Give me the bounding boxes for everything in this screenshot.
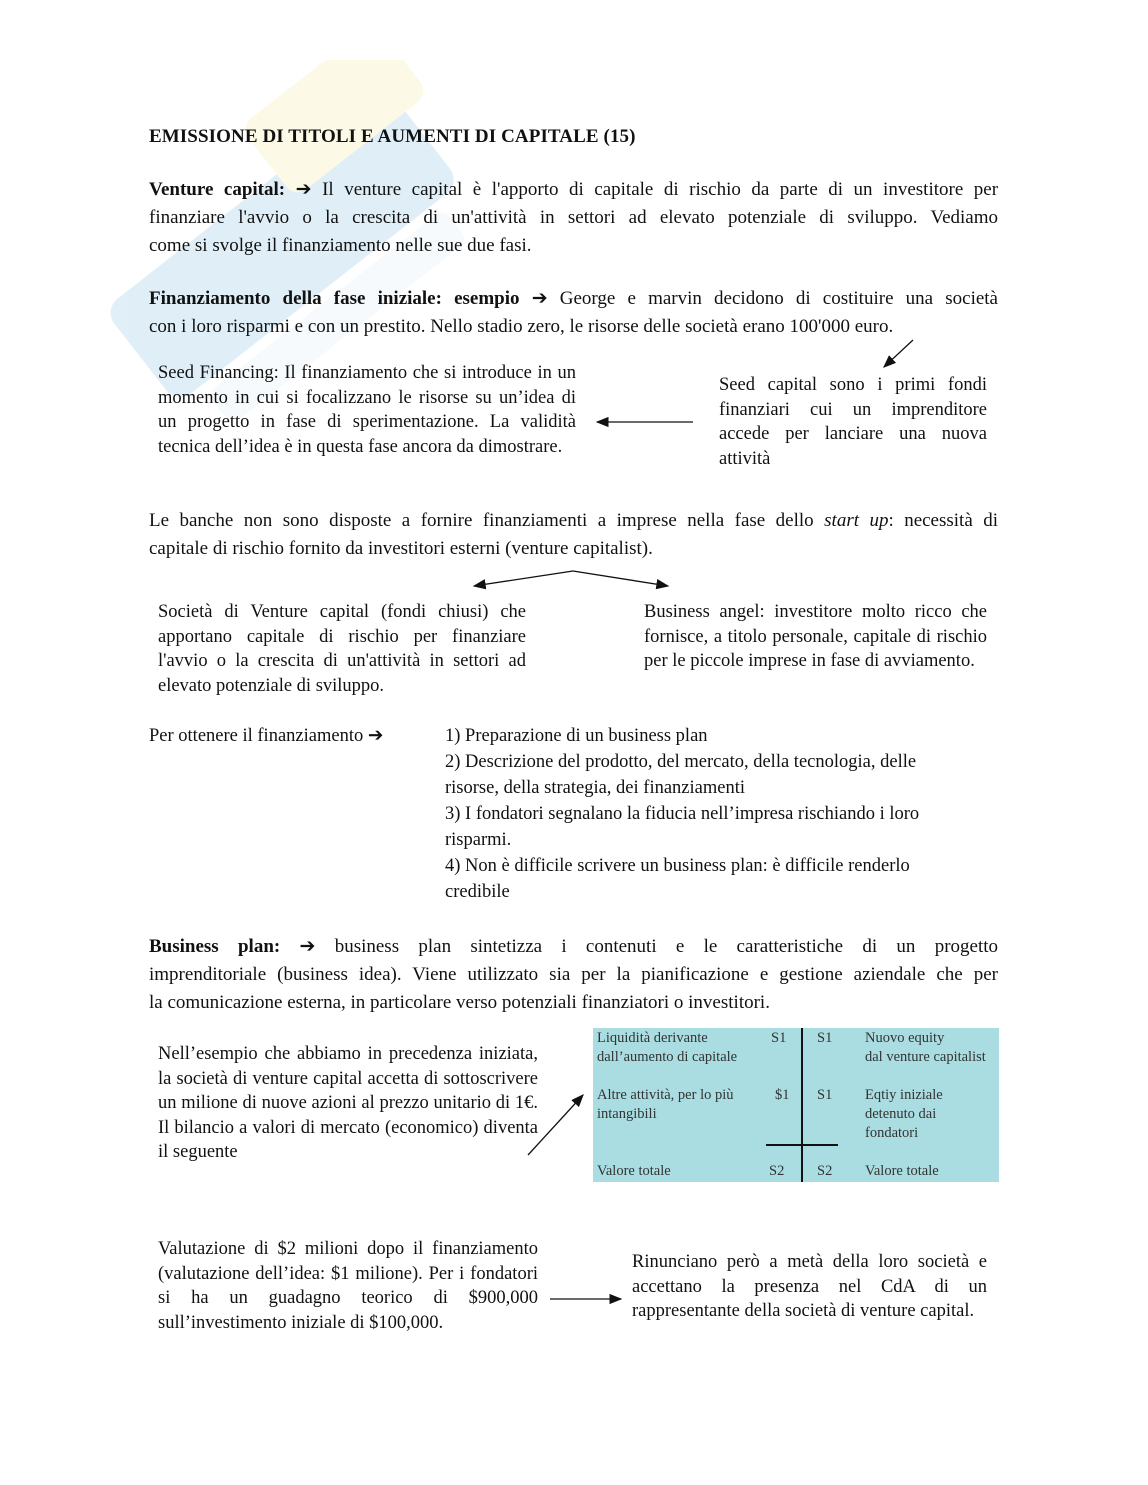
societa-vc-box: Società di Venture capital (fondi chiusi) che apportano capitale di rischio per finanziare l'avvio o la crescita di un'attività in settori ad elevato potenziale di sviluppo. — [158, 602, 526, 696]
rinunciano-box: Rinunciano però a metà della loro società e accettano la presenza nel CdA di un rappresentante della società di venture capital. — [632, 1252, 987, 1321]
arrow-to-business-angel — [573, 571, 668, 586]
bs-cell: S1 — [817, 1087, 833, 1103]
arrow-icon: ➔ — [531, 288, 548, 309]
banche-text: Le banche non sono disposte a fornire finanziamenti a imprese nella fase dello — [149, 510, 825, 531]
bs-cell: Eqtiy iniziale — [865, 1087, 943, 1103]
bs-cell: S1 — [817, 1030, 833, 1046]
list-item: risparmi. — [445, 830, 512, 850]
business-plan-text-line: la comunicazione esterna, in particolare verso potenziali finanziatori o investitori. — [149, 992, 770, 1013]
per-ottenere-text: Per ottenere il finanziamento — [149, 726, 364, 746]
bs-cell: S2 — [817, 1163, 833, 1179]
venture-capital-label: Venture capital: — [149, 179, 286, 200]
arrow-to-seed-capital — [884, 340, 913, 367]
bs-cell: dall’aumento di capitale — [597, 1049, 738, 1065]
business-angel-box: Business angel: investitore molto ricco che fornisce, a titolo personale, capitale di rischio per le piccole imprese in fase di avviamento. — [644, 602, 987, 671]
bs-cell: Liquidità derivante — [597, 1030, 708, 1046]
arrow-to-balance-sheet — [528, 1095, 583, 1155]
bs-cell: Altre attività, per lo più — [597, 1087, 734, 1103]
venture-text-line: come si svolge il finanziamento nelle sue due fasi. — [149, 235, 532, 256]
list-item: credibile — [445, 882, 510, 902]
bs-cell: detenuto dai — [865, 1106, 937, 1122]
venture-text-line: Il venture capital è l'apporto di capitale di rischio da parte di un investitore per — [322, 179, 999, 200]
finanziamento-text-line: George e marvin decidono di costituire una società — [559, 288, 998, 309]
bs-cell: Nuovo equity — [865, 1030, 945, 1046]
arrow-icon: ➔ — [295, 179, 312, 200]
bs-cell: S2 — [769, 1163, 785, 1179]
bs-cell: intangibili — [597, 1106, 657, 1122]
bs-cell: dal venture capitalist — [865, 1049, 986, 1065]
business-plan-text-line: business plan sintetizza i contenuti e le caratteristiche di un progetto — [334, 936, 999, 957]
finanziamento-text-line: con i loro risparmi e con un prestito. Nello stadio zero, le risorse delle società erano 100'000 euro. — [149, 316, 894, 337]
start-up-term: start up — [824, 510, 889, 531]
seed-capital-box: Seed capital sono i primi fondi finanziari cui un imprenditore accede per lanciare una nuova attività — [719, 375, 987, 469]
seed-financing-box: Seed Financing: Il finanziamento che si introduce in un momento in cui si focalizzano le risorse su un’idea di un progetto in fase di sperimentazione. La validità tecnica dell’idea è in questa fase ancora da dimostrare. — [158, 363, 576, 457]
bs-cell: Valore totale — [597, 1163, 671, 1179]
business-plan-text-line: imprenditoriale (business idea). Viene utilizzato sia per la pianificazione e gestione aziendale che per — [149, 964, 998, 985]
arrow-to-societa-vc — [474, 571, 573, 586]
list-item: 1) Preparazione di un business plan — [445, 726, 708, 746]
finanziamento-label: Finanziamento della fase iniziale: esempio — [149, 288, 520, 309]
list-item: 2) Descrizione del prodotto, del mercato, della tecnologia, delle — [445, 752, 917, 772]
venture-text-line: finanziare l'avvio o la crescita di un'attività in settori ad elevato potenziale di sviluppo. Vediamo — [149, 207, 998, 228]
banche-text-line: capitale di rischio fornito da investitori esterni (venture capitalist). — [149, 538, 653, 559]
business-plan-label: Business plan: — [149, 936, 281, 957]
bs-cell: fondatori — [865, 1125, 919, 1141]
arrow-icon: ➔ — [299, 936, 316, 957]
esempio-box: Nell’esempio che abbiamo in precedenza iniziata, la società di venture capital accetta di sottoscrivere un milione di nuove azioni al prezzo unitario di 1€. Il bilancio a valori di mercato (economico) diventa il seguente — [158, 1044, 538, 1162]
list-item: 4) Non è difficile scrivere un business plan: è difficile renderlo — [445, 856, 910, 876]
bs-cell: $1 — [775, 1087, 790, 1103]
list-item: 3) I fondatori segnalano la fiducia nell’impresa rischiando i loro — [445, 804, 920, 824]
valutazione-box: Valutazione di $2 milioni dopo il finanziamento (valutazione dell’idea: $1 milione). Per i fondatori si ha un guadagno teorico di $900,000 sull’investimento iniziale di $100,000. — [158, 1239, 538, 1333]
bs-cell: Valore totale — [865, 1163, 939, 1179]
page-title: EMISSIONE DI TITOLI E AUMENTI DI CAPITALE (15) — [149, 126, 636, 147]
list-item: risorse, della strategia, dei finanziamenti — [445, 778, 745, 798]
bs-cell: S1 — [771, 1030, 787, 1046]
arrow-icon: ➔ — [367, 726, 384, 746]
banche-text: : necessità di — [888, 510, 999, 531]
